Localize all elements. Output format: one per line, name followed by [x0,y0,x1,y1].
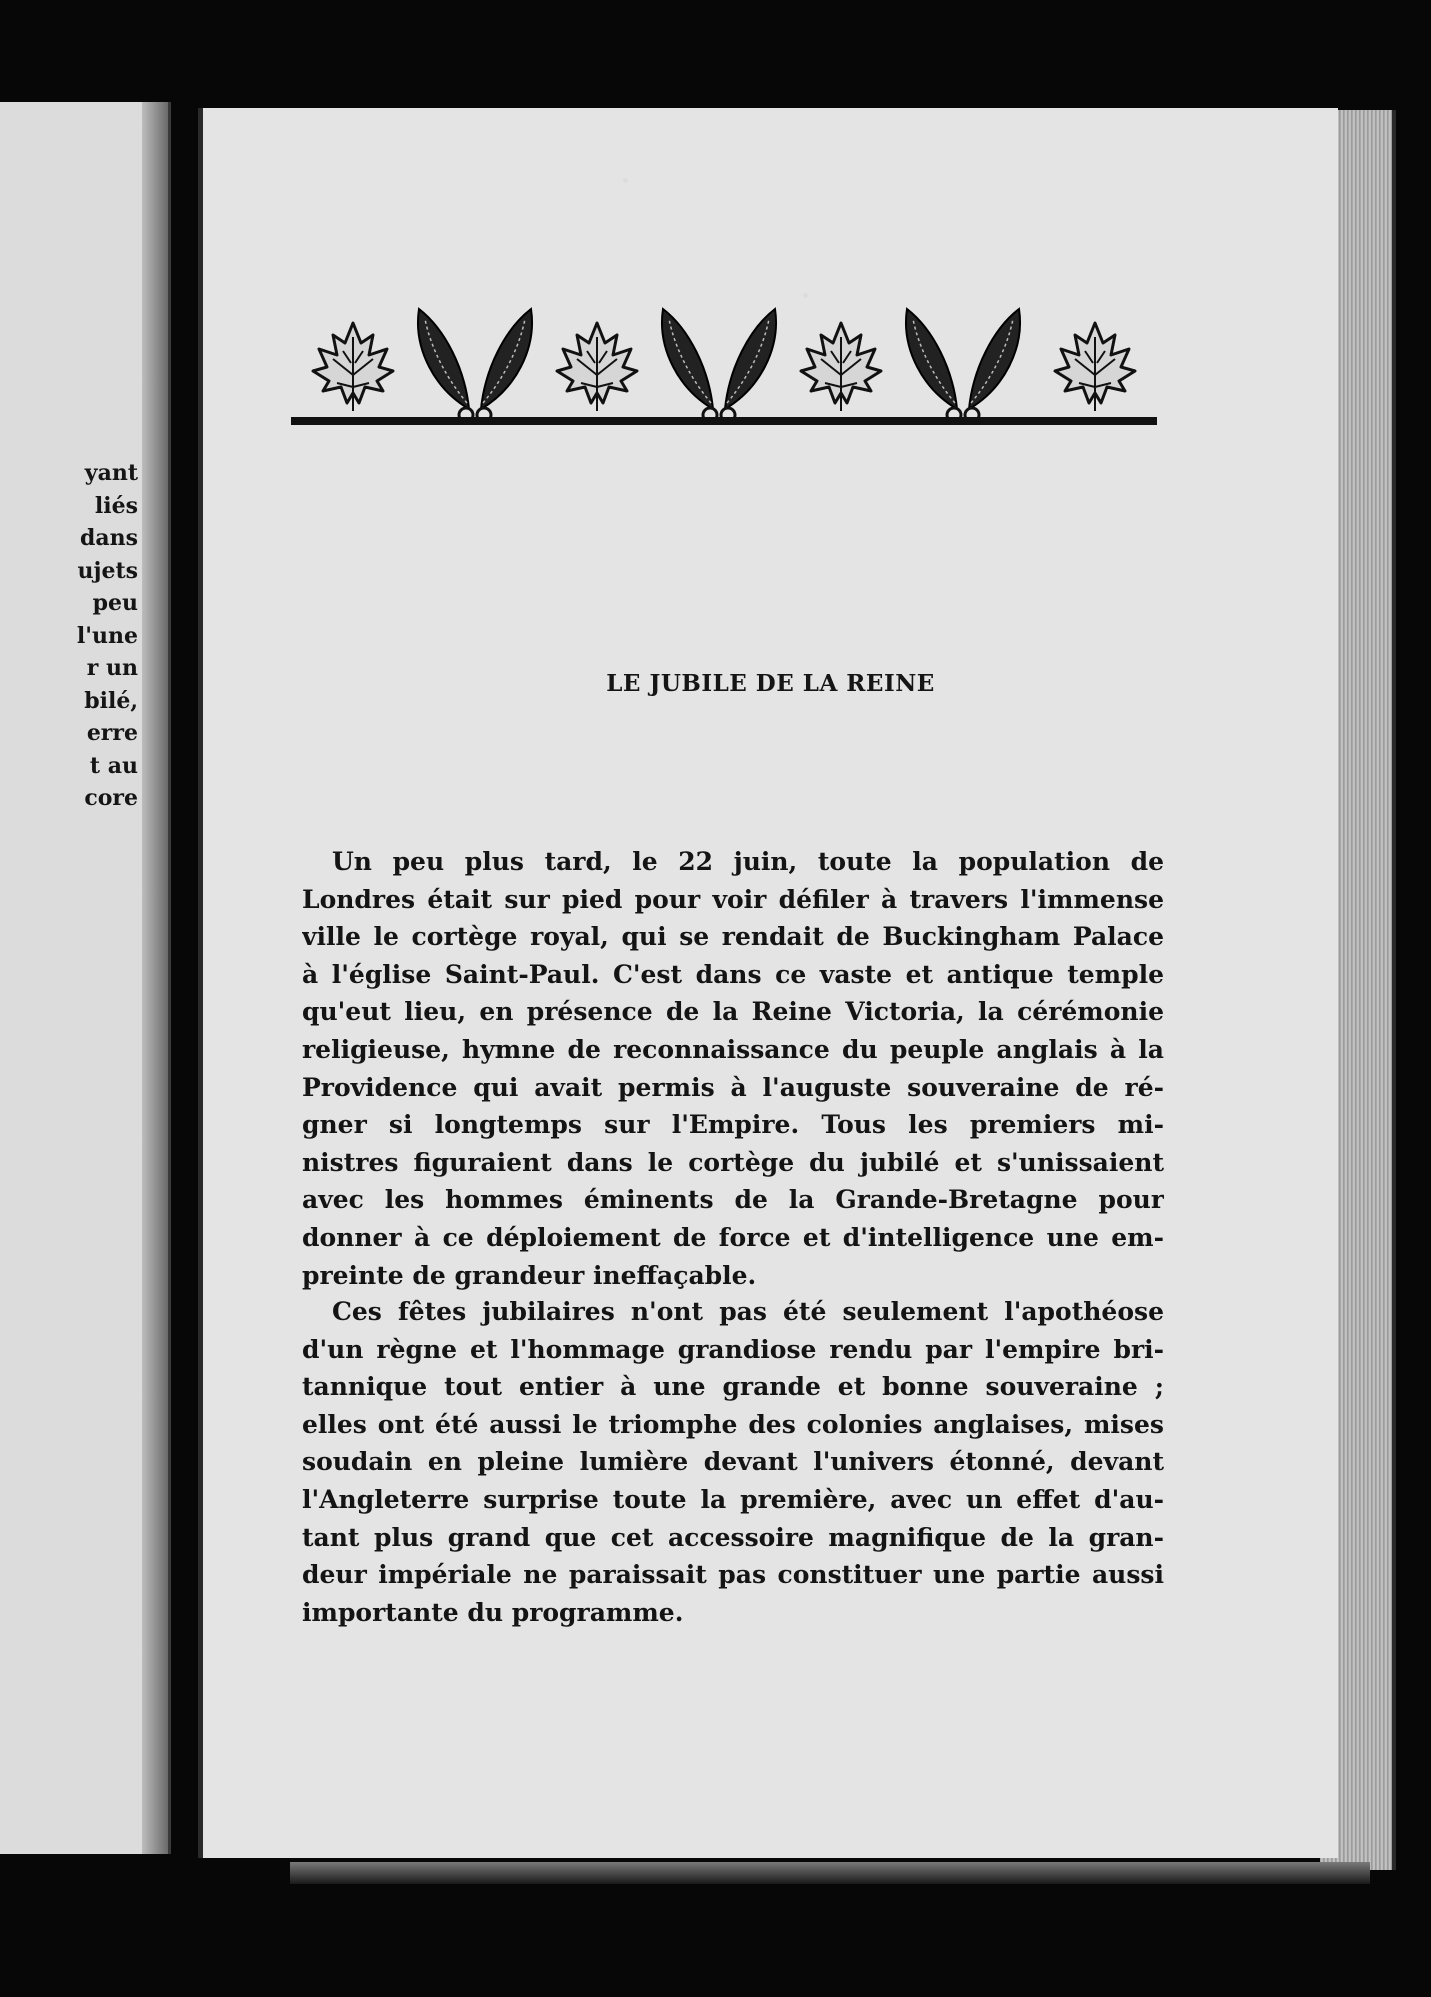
leaf-ornament-header [291,303,1157,433]
text-line: Londres était sur pied pour voir défiler à travers l'immense [302,884,1164,914]
laurel-leaves-icon [418,309,532,422]
left-line: liés [94,492,138,519]
text-line: tant plus grand que cet accessoire magnifique de la gran- [302,1522,1164,1552]
left-line: l'une [76,622,138,649]
page-title: LE JUBILE DE LA REINE [606,670,935,697]
book-gutter-shadow [142,102,168,1854]
left-line: core [84,785,138,811]
text-line: à l'église Saint-Paul. C'est dans ce vaste et antique temple [302,959,1164,989]
text-line: l'Angleterre surprise toute la première, avec un effet d'au- [302,1484,1164,1514]
text-line: ville le cortège royal, qui se rendait de Buckingham Palace [302,922,1164,952]
text-line: nistres figuraient dans le cortège du jubilé et s'unissaient [302,1147,1164,1177]
text-line: religieuse, hymne de reconnaissance du peuple anglais à la [302,1034,1164,1064]
left-page-text-fragments [77,457,138,815]
text-line: elles ont été aussi le triomphe des colonies anglaises, mises [302,1409,1164,1439]
text-line: tannique tout entier à une grande et bonne souveraine ; [302,1372,1164,1402]
left-line: t au [89,752,138,779]
text-line: qu'eut lieu, en présence de la Reine Victoria, la cérémonie [302,997,1164,1027]
scan-speck [803,293,808,298]
text-line: gner si longtemps sur l'Empire. Tous les premiers mi- [302,1110,1164,1140]
left-line: ujets [77,557,138,584]
maple-leaf-icon [313,323,393,411]
left-line: bilé, [84,687,138,714]
text-line: Ces fêtes jubilaires n'ont pas été seulement l'apothéose [332,1297,1164,1326]
paragraph-1 [302,843,1164,1294]
text-line: preinte de grandeur ineffaçable. [302,1260,757,1290]
text-line: importante du programme. [302,1597,684,1627]
paragraph-2 [302,1293,1164,1631]
left-line: erre [86,720,138,746]
left-line: dans [79,525,138,551]
left-line: yant [84,460,138,486]
laurel-leaves-icon [906,309,1020,422]
page-bottom-shadow [290,1862,1370,1884]
left-line: peu [92,590,138,616]
laurel-leaves-icon [662,309,776,422]
maple-leaf-icon [801,323,881,411]
text-line: d'un règne et l'hommage grandiose rendu par l'empire bri- [302,1334,1164,1364]
left-facing-page [0,102,171,1854]
text-line: Providence qui avait permis à l'auguste souveraine de ré- [302,1072,1164,1102]
text-line: deur impériale ne paraissait pas constituer une partie aussi [302,1560,1164,1590]
scan-speck [623,178,628,183]
text-line: soudain en pleine lumière devant l'univers étonné, devant [302,1447,1164,1477]
text-line: donner à ce déploiement de force et d'intelligence une em- [302,1222,1164,1252]
right-page [198,108,1338,1858]
text-line: avec les hommes éminents de la Grande-Bretagne pour [302,1185,1164,1215]
left-line: r un [86,655,138,681]
maple-leaf-icon [557,323,637,411]
ornament-rule [291,417,1157,425]
maple-leaf-icon [1055,323,1135,411]
text-line: Un peu plus tard, le 22 juin, toute la population de [332,847,1164,876]
